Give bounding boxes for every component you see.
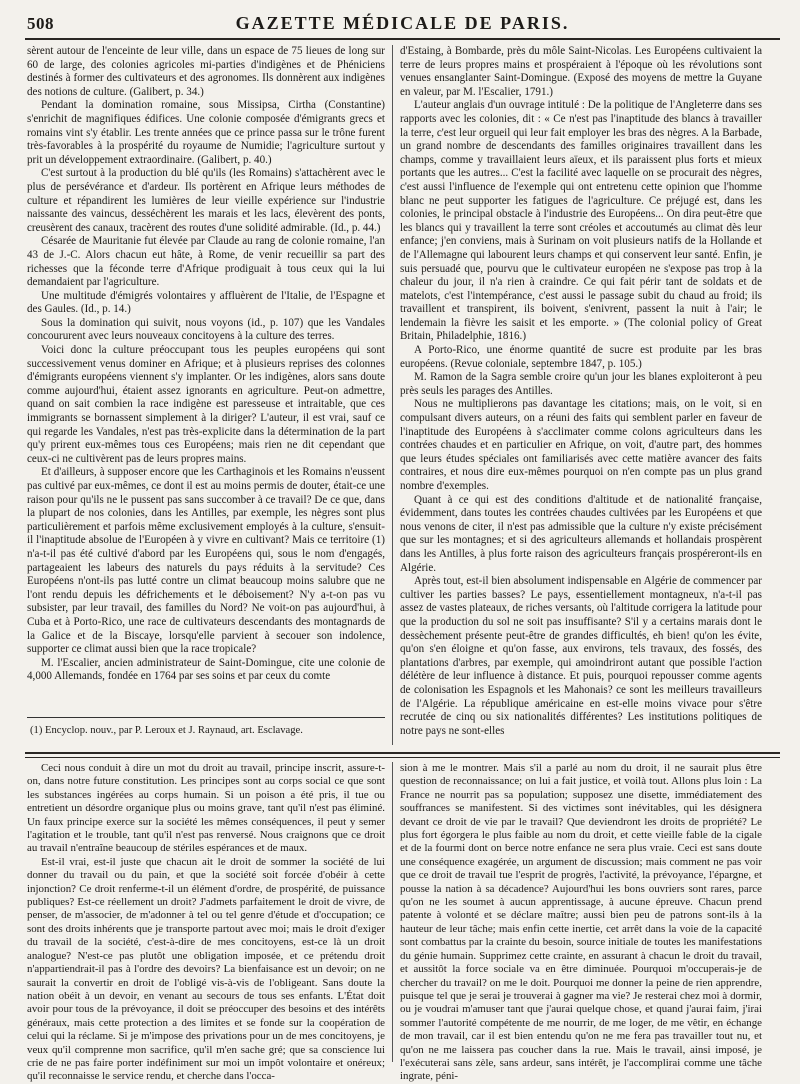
left-column	[27, 45, 385, 710]
lower-right-paragraph-1: sion à me le montrer. Mais s'il a parlé au nom du droit, il ne saurait plus être question de reconnaissance; on lui a fait justice, et voilà tout. Allons plus loin : La France ne nourrit pas sa population; supposez une disette, immédiatement des souffrances se manifestent. Si des victimes sont inévitables, qui les désignera devant ce droit de vie par le travail? Que deviendront les droits de propriété? Le plus fort égorgera le plus faible au nom du droit, et cette vieille fable de la cigale et de la fourmi dont on berce notre enfance ne sera plus vraie. Ceci est sans doute une conséquence exagérée, un argument de discussion; mais comment ne pas voir que ce droit de travail tue l'esprit de progrès, l'activité, la prévoyance, l'épargne, et pousse la nation à sa décadence? Aujourd'hui les bons ouvriers sont rares, parce qu'on ne les soumet à aucun apprentissage, à aucune épreuve. Chacun prend patente à volonté et se déclare maître; aussi bien peu de patrons sont-ils à la hauteur de leur tâche; mais enfin cette inertie, cet arrêt dans la voie de la capacité sont combattus par la crainte du besoin, source initiale de toutes les manifestations du génie humain. Supprimez cette crainte, en assurant à chacun le droit du travail, et aussitôt la force sociale va en être diminuée. Pourquoi m'occuperais-je de chercher du travail? on me le doit. Pourquoi me donner la peine de rien apprendre, puisque tel que je serai je trouverai à gagner ma vie? Je resterai chez moi à dormir, ou je voudrai m'amuser tant que j'aurai quelque chose, et quand j'aurai faim, j'irai sommer l'autorité compétente de me nourrir, de me loger, de me vêtir, en échange de mon travail, car il est bien entendu qu'on ne me fera pas travailler tout nu, et qu'on ne me laissera pas coucher dans la rue. Mais le travail, ainsi imposé, je l'exécuterai sans zèle, sans ardeur, sans intérêt, je l'accomplirai comme une tâche ingrate, péni-	[400, 762, 762, 1083]
right-paragraph-6: Quant à ce qui est des conditions d'altitude et de nationalité française, évidemment, dans toutes les contrées chaudes cultivées par les Européens et que nous venons de citer, il n'est pas admissible que la culture n'y existe précisément que sur les montagnes; et si des agriculteurs allemands et hollandais prospèrent dans les Antilles, à plus forte raison des agriculteurs français prospéreront-ils en Algérie.	[400, 493, 762, 574]
right-paragraph-2: L'auteur anglais d'un ouvrage intitulé : De la politique de l'Angleterre dans ses rapports avec les colonies, dit : « Ce n'est pas l'inaptitude des blancs à travailler la terre, c'est leur orgueil qui leur fait employer les bras des nègres. A la Barbade, un grand nombre de descendants des familles originaires travaillent dans les champs, comme y travaillaient leurs aïeux, et ils paraissent plus forts et mieux portants que les autres... C'est la facilité avec laquelle on se procurait des nègres, c'est aussi l'influence de l'exemple qui ont entretenu cette opinion que l'homme blanc ne peut supporter les fatigues de l'agriculture. Ce préjugé est, dans les colonies, le principal obstacle à l'industrie des Européens... On dira peut-être que les blancs qui y travaillent la terre sont créoles et accoutumés au climat dès leur enfance; j'en conviens, mais à Surinam on voit plusieurs natifs de la Hollande et de l'Allemagne qui labourent leurs champs et qui conservent leur santé. Enfin, je suis persuadé que, pourvu que le cultivateur européen ne s'expose pas trop à la chaleur du jour, il n'a rien à craindre. Ce qui fait périr tant de soldats et de matelots, c'est l'intempérance, c'est aussi le passage subit du chaud au froid; ils travaillent et transpirent, ils boivent, s'enivrent, passent la nuit à l'air; le lendemain la fièvre les saisit et les emporte. » (The colonial policy of Great Britain, Philadelphie, 1816.)	[400, 99, 762, 343]
footnote: (1) Encyclop. nouv., par P. Leroux et J. Raynaud, art. Esclavage.	[30, 725, 303, 736]
lower-right-column	[400, 762, 762, 1083]
page-number: 508	[27, 14, 54, 33]
running-title: GAZETTE MÉDICALE DE PARIS.	[235, 13, 570, 33]
lower-column-divider	[392, 762, 393, 1062]
right-column	[400, 45, 762, 755]
left-paragraph-9: M. l'Escalier, ancien administrateur de Saint-Domingue, cite une colonie de 4,000 Allemands, fondée en 1764 par ses soins et par ceux du comte	[27, 656, 385, 683]
footnote-rule	[27, 717, 385, 718]
left-paragraph-8: Et d'ailleurs, à supposer encore que les Carthaginois et les Romains n'eussent pas cultivé par eux-mêmes, ce dont il est au moins permis de douter, était-ce une raison pour qu'ils ne le pussent pas sans succomber à ce travail? De ce que, dans la plupart de nos colonies, dans les Antilles, par exemple, les nègres sont plus particulièrement et parfois même exclusivement employés à la culture, s'ensuit-il l'inaptitude absolue de l'Européen à y vivre en cultivant? Mais ce territoire (1) n'a-t-il pas été cultivé d'abord par les Européens qui, sous le nom d'engagés, partageaient les labeurs des naturels du pays réduits à la servitude? Ces Européens n'ont-ils pas lutté contre un climat beaucoup moins salubre que ne l'ont rendu depuis les défrichements et le déboisement? N'y a-t-on pas vu subsister, par leur travail, des familles du Nord? Ne voit-on pas aujourd'hui, à Cuba et à Porto-Rico, une race de cultivateurs descendants des montagnards de la Galice et de la Biscaye, lorsqu'elle parvient à secouer son indolence, supporter ce climat aussi bien que la race tropicale?	[27, 466, 385, 656]
right-paragraph-5: Nous ne multiplierons pas davantage les citations; mais, on le voit, si en compulsant divers auteurs, on a réuni des faits qui semblent parler en faveur de l'inaptitude des Européens à s'acclimater comme colons agriculteurs dans les contrées chaudes et en particulier en Afrique, on voit, d'autre part, des hommes que leurs études spéciales ont familiarisés avec cette matière avancer des faits contraires, et nous dire eux-mêmes pourquoi on n'en compte pas un plus grand nombre d'exemples.	[400, 398, 762, 492]
right-paragraph-3: A Porto-Rico, une énorme quantité de sucre est produite par les bras européens. (Revue coloniale, septembre 1847, p. 105.)	[400, 344, 762, 370]
lower-left-paragraph-1: Ceci nous conduit à dire un mot du droit au travail, principe inscrit, assure-t-on, dans notre future constitution. Les principes sont au corps social ce que sont les substances ingérées au corps humain. Si un poison a été pris, il tue ou entretient un désordre organique plus ou moins grave, tant qu'il n'est pas éliminé. Un faux principe exerce sur la société les mêmes conséquences, il peut y semer l'agitation et le trouble, tant qu'il n'est pas renversé. Nous craignons que ce droit au travail n'entraîne beaucoup de stériles espérances et de maux.	[27, 762, 385, 855]
left-paragraph-3: C'est surtout à la production du blé qu'ils (les Romains) s'attachèrent avec le plus de persévérance et d'ardeur. Ils portèrent en Afrique leurs méthodes de culture et répandirent les lumières de leur vieille expérience sur l'industrie naissante des vaincus, desséchèrent les marais et les lacs, élevèrent des ponts, creusèrent des canaux, tracèrent des routes d'une solidité admirable. (Id., p. 44.)	[27, 167, 385, 234]
left-paragraph-4: Césarée de Mauritanie fut élevée par Claude au rang de colonie romaine, l'an 43 de J.-C. Alors chacun eut hâte, à Rome, de venir recueillir sa part des richesses que la féconde terre d'Afrique prodiguait à tous ceux qui la lui demandaient par l'agriculture.	[27, 235, 385, 289]
column-divider	[392, 45, 393, 745]
left-paragraph-1: sèrent autour de l'enceinte de leur ville, dans un espace de 75 lieues de long sur 60 de large, des colonies agricoles mi-parties d'indigènes et de Phéniciens destinés à former des cultivateurs et des agronomes. Ils donnèrent aux indigènes des notions de culture. (Galibert, p. 34.)	[27, 45, 385, 98]
lower-left-column	[27, 762, 385, 1083]
right-paragraph-4: M. Ramon de la Sagra semble croire qu'un jour les blanes exploiteront à peu près seuls les parages des Antilles.	[400, 371, 762, 397]
right-paragraph-7: Après tout, est-il bien absolument indispensable en Algérie de commencer par cultiver les parties basses? Le pays, essentiellement montagneux, n'a-t-il pas assez de vastes plateaux, de riches versants, où l'altitude corrigera la latitude pour que la production du sol ne soit pas insuffisante? S'il y a certains marais dont le dessèchement présente peut-être de grandes difficultés, eh bien! qu'on les évite, qu'on s'en éloigne et qu'on fasse, aux environs, tels travaux, des fossés, des plantations d'arbres, par exemple, qui amoindriront autant que possible l'action délétère de leur influence à distance. Et puis, pourquoi repousser comme agents de colonisation les Espagnols et les Mahonais? ce sont les meilleurs travailleurs de l'Algérie. La république américaine en est-elle moins vivace pour s'être recrutée de cinq ou six nationalités différentes? Les institutions politiques de notre pays ne sont-elles	[400, 575, 762, 737]
left-paragraph-7: Voici donc la culture préoccupant tous les peuples européens qui sont successivement venus dominer en Afrique; et à plusieurs reprises des colonnes d'émigrants européens viennent s'y implanter. Or les indigènes, alors sans doute comme aujourd'hui, étaient assez ignorants en agriculture. Peut-on admettre, quand on sait combien la race indigène est paresseuse et intraitable, que ces immigrants se bornassent simplement à la diriger? L'auteur, il est vrai, sauf ce qui regarde les Vandales, n'est pas très-explicite dans la détermination de la part qu'y prirent eux-mêmes tous ces Européens; mais rien ne dit cependant que ceux-ci ne cultivèrent pas de leurs propres mains.	[27, 344, 385, 465]
left-paragraph-2: Pendant la domination romaine, sous Missipsa, Cirtha (Constantine) s'enrichit de magnifiques édifices. Une colonie composée d'émigrants grecs et romains vint s'y établir. Les trente années que ce prince passa sur le trône furent très-favorables à la prospérité du royaume de Numidie; l'agriculture surtout y prit un développement extraordinaire. (Galibert, p. 40.)	[27, 99, 385, 166]
page-header	[25, 12, 780, 40]
left-paragraph-5: Une multitude d'émigrés volontaires y affluèrent de l'Italie, de l'Espagne et des Gaules. (Id., p. 14.)	[27, 289, 385, 316]
lower-left-paragraph-2: Est-il vrai, est-il juste que chacun ait le droit de sommer la société de lui donner du travail ou du pain, et que la société soit forcée d'obéir à cette injonction? Ce droit renferme-t-il un élément d'ordre, de prospérité, de puissance publiques? Est-ce réellement un droit? J'admets parfaitement le droit de vivre, de penser, de m'associer, de m'adonner à tel ou tel genre d'étude et d'occupation; ce sont des droits inhérents que je transporte partout avec moi; mais le droit d'exiger du travail de la société, c'est-à-dire de mes concitoyens, est-ce là un droit analogue? N'est-ce pas plutôt une obligation imposée, et ce prétendu droit n'appartiendrait-il pas à l'ordre des devoirs? La bienfaisance est un devoir; on ne saurait la convertir en droit de l'obligé vis-à-vis de l'obligeant. Sans doute la nation obéit à un devoir, en venant au secours de tous ses enfants. L'État doit avoir pour tous de la prévoyance, il doit se préoccuper des besoins et des intérêts généraux, mais cette protection a des limites et se fonde sur la coopération de celui qui la réclame. Si je m'impose des privations pour un de mes concitoyens, je veux qu'il comprenne mon sacrifice, qu'il m'en sache gré; que sa conscience lui crie de ne pas faire porter indéfiniment sur moi un impôt volontaire et onéreux; qu'il reconnaisse le service rendu, et cherche dans l'occa-	[27, 855, 385, 1083]
right-paragraph-1: d'Estaing, à Bombarde, près du môle Saint-Nicolas. Les Européens cultivaient la terre de leurs propres mains et prospéraient à l'époque où les révolutions sont venues ensanglanter Saint-Domingue. (Exposé des moyens de mettre la Guyane en valeur, par M. l'Escalier, 1791.)	[400, 45, 762, 98]
left-paragraph-6: Sous la domination qui suivit, nous voyons (id., p. 107) que les Vandales concoururent avec leurs nouveaux concitoyens à la culture des terres.	[27, 316, 385, 343]
section-divider	[25, 752, 780, 758]
